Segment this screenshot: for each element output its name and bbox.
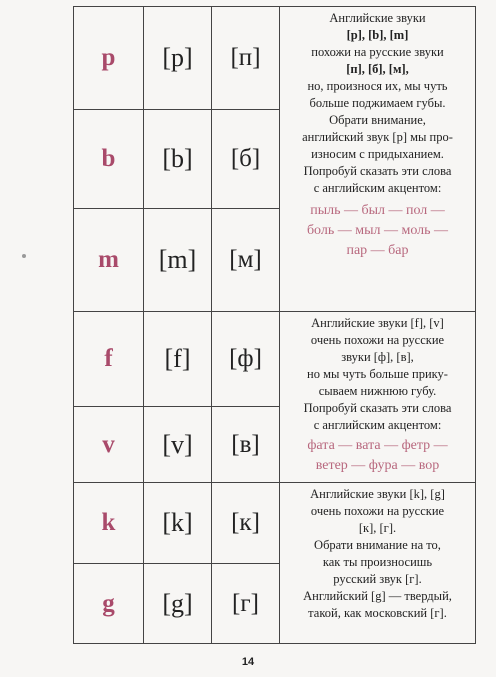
letter-cell: f	[74, 312, 144, 406]
description-line: с английским акцентом:	[313, 418, 442, 432]
russian-sound-cell: [к]	[212, 483, 280, 563]
letter-cell: b	[74, 110, 144, 208]
description-line: Английские звуки	[329, 11, 426, 25]
english-sound-cell: [m]	[144, 209, 212, 311]
example-words: пар — бар	[346, 243, 409, 258]
english-sound-cell: [v]	[144, 407, 212, 482]
english-sound-cell: [f]	[144, 312, 212, 406]
description-line: очень похожи на русские	[310, 504, 445, 518]
description-line: износим с придыханием.	[311, 147, 444, 161]
description-line: Английский [g] — твердый,	[303, 589, 452, 603]
english-sound-cell: [b]	[144, 110, 212, 208]
description-line: Попробуй сказать эти слова	[303, 164, 452, 178]
russian-sound-cell: [в]	[212, 407, 280, 482]
table-row	[74, 483, 280, 564]
description-line: сываем нижнюю губу.	[318, 384, 437, 398]
english-sound-cell: [k]	[144, 483, 212, 563]
description-line: больше поджимаем губы.	[309, 96, 446, 110]
letter-cell: g	[74, 564, 144, 643]
description-line: с английским акцентом:	[313, 181, 442, 195]
description-line: русский звук [г].	[333, 572, 422, 586]
description-fv	[280, 312, 475, 483]
example-words: пыль — был — пол —	[310, 203, 445, 218]
russian-sound-cell: [г]	[212, 564, 280, 643]
table-row	[74, 312, 280, 407]
english-sound-cell: [g]	[144, 564, 212, 643]
description-line: [p], [b], [m]	[346, 28, 409, 42]
description-pbm	[280, 7, 475, 312]
letter-cell: p	[74, 7, 144, 109]
letter-cell: m	[74, 209, 144, 311]
table-row	[74, 564, 280, 643]
table-row	[74, 209, 280, 312]
description-line: похожи на русские звуки	[311, 45, 444, 59]
russian-sound-cell: [п]	[212, 7, 280, 109]
russian-sound-cell: [б]	[212, 110, 280, 208]
english-sound-cell: [p]	[144, 7, 212, 109]
description-line: английский звук [p] мы про-	[302, 130, 453, 144]
table-row	[74, 407, 280, 483]
description-line: Обрати внимание на то,	[314, 538, 441, 552]
description-line: но мы чуть больше прику-	[307, 367, 448, 381]
description-kg	[280, 483, 475, 643]
description-line: Попробуй сказать эти слова	[303, 401, 452, 415]
example-words: ветер — фура — вор	[315, 458, 440, 473]
letter-cell: v	[74, 407, 144, 482]
description-line: Английские звуки [k], [g]	[310, 487, 445, 501]
russian-sound-cell: [ф]	[212, 312, 280, 406]
description-line: звуки [ф], [в],	[341, 350, 414, 364]
description-line: Обрати внимание,	[329, 113, 426, 127]
description-line: [к], [г].	[358, 521, 397, 535]
letter-cell: k	[74, 483, 144, 563]
example-words: фата — вата — фетр —	[307, 438, 448, 453]
description-line: Английские звуки [f], [v]	[311, 316, 444, 330]
page-edge-mark	[22, 254, 26, 258]
description-line: но, произнося их, мы чуть	[307, 79, 448, 93]
russian-sound-cell: [м]	[212, 209, 280, 311]
table-row	[74, 110, 280, 209]
page-number: 14	[241, 656, 255, 668]
description-line: [п], [б], [м],	[346, 62, 409, 76]
description-line: очень похожи на русские	[310, 333, 445, 347]
description-line: такой, как московский [г].	[308, 606, 447, 620]
table-row	[74, 7, 280, 110]
phonics-table	[73, 6, 476, 644]
example-words: боль — мыл — моль —	[306, 223, 449, 238]
description-line: как ты произносишь	[322, 555, 433, 569]
